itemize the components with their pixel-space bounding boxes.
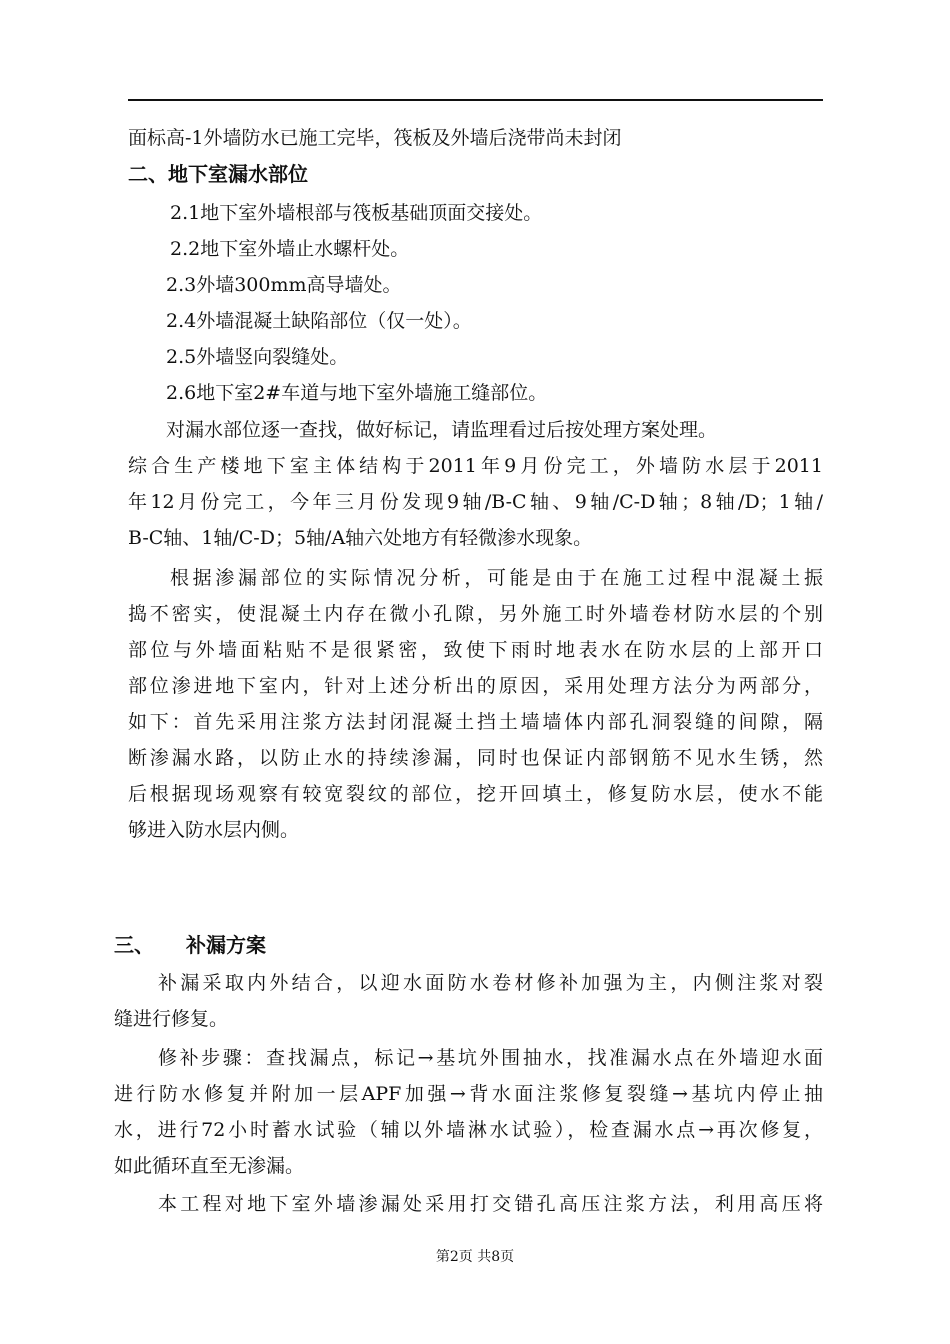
- paragraph-line: 如此循环直至无渗漏。: [114, 1155, 305, 1177]
- paragraph-line: 本工程对地下室外墙渗漏处采用打交错孔高压注浆方法，利用高压将: [158, 1193, 823, 1215]
- paragraph-line: 够进入防水层内侧。: [128, 819, 300, 841]
- list-item: 2.5外墙竖向裂缝处。: [166, 346, 349, 368]
- section-3-number: 三、: [114, 933, 154, 957]
- paragraph-line: 根据渗漏部位的实际情况分析，可能是由于在施工过程中混凝土振: [170, 567, 823, 589]
- continuation-line: 面标高-1外墙防水已施工完毕，筏板及外墙后浇带尚未封闭: [128, 127, 622, 149]
- paragraph-line: 年12月份完工，今年三月份发现9轴/B-C轴、9轴/C-D轴；8轴/D；1轴/: [128, 491, 823, 513]
- paragraph-line: 后根据现场观察有较宽裂纹的部位，挖开回填土，修复防水层，使水不能: [128, 783, 823, 805]
- section-3-title: 补漏方案: [186, 933, 266, 957]
- paragraph-line: B-C轴、1轴/C-D；5轴/A轴六处地方有轻微渗水现象。: [128, 527, 593, 549]
- page-footer: 第2页 共8页: [435, 1249, 515, 1265]
- paragraph-line: 综合生产楼地下室主体结构于2011年9月份完工，外墙防水层于2011: [128, 455, 823, 477]
- paragraph-line: 缝进行修复。: [114, 1008, 229, 1030]
- list-item: 2.2地下室外墙止水螺杆处。: [170, 238, 410, 260]
- paragraph-line: 部位与外墙面粘贴不是很紧密，致使下雨时地表水在防水层的上部开口: [128, 639, 823, 661]
- paragraph-line: 断渗漏水路，以防止水的持续渗漏，同时也保证内部钢筋不见水生锈，然: [128, 747, 823, 769]
- paragraph-line: 部位渗进地下室内，针对上述分析出的原因，采用处理方法分为两部分，: [128, 675, 823, 697]
- paragraph-line: 补漏采取内外结合，以迎水面防水卷材修补加强为主，内侧注浆对裂: [158, 972, 823, 994]
- list-item: 2.6地下室2#车道与地下室外墙施工缝部位。: [166, 382, 548, 404]
- list-item: 2.4外墙混凝土缺陷部位（仅一处）。: [166, 310, 472, 332]
- section-2-note: 对漏水部位逐一查找，做好标记，请监理看过后按处理方案处理。: [166, 419, 718, 441]
- list-item: 2.3外墙300mm高导墙处。: [166, 274, 402, 296]
- paragraph-line: 修补步骤：查找漏点，标记→基坑外围抽水，找准漏水点在外墙迎水面: [158, 1047, 823, 1069]
- section-2-title: 二、地下室漏水部位: [128, 162, 308, 186]
- paragraph-line: 捣不密实，使混凝土内存在微小孔隙，另外施工时外墙卷材防水层的个别: [128, 603, 823, 625]
- paragraph-line: 如下：首先采用注浆方法封闭混凝土挡土墙墙体内部孔洞裂缝的间隙，隔: [128, 711, 823, 733]
- list-item: 2.1地下室外墙根部与筏板基础顶面交接处。: [170, 202, 543, 224]
- header-rule: [128, 99, 823, 101]
- paragraph-line: 水，进行72小时蓄水试验（辅以外墙淋水试验），检查漏水点→再次修复，: [114, 1119, 823, 1141]
- paragraph-line: 进行防水修复并附加一层APF加强→背水面注浆修复裂缝→基坑内停止抽: [114, 1083, 823, 1105]
